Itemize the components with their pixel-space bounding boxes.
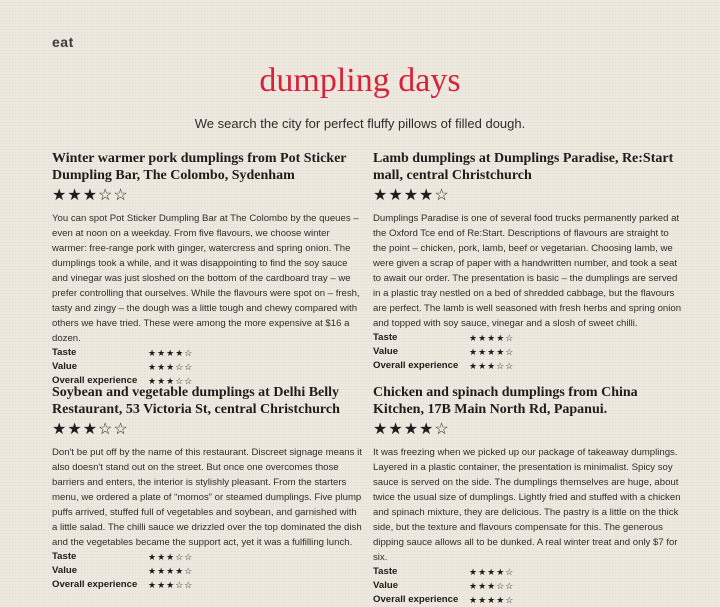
- rating-row-taste: [52, 550, 362, 564]
- review-card: [373, 150, 683, 373]
- rating-label: Value: [52, 361, 78, 372]
- section-label: eat: [52, 34, 74, 50]
- rating-label: Value: [373, 580, 399, 591]
- rating-stars: ★★★★☆: [469, 567, 515, 577]
- rating-row-value: [373, 345, 683, 359]
- rating-row-overall: [373, 359, 683, 373]
- rating-row-value: [373, 579, 683, 593]
- rating-stars: ★★★☆☆: [148, 552, 194, 562]
- rating-row-overall: [373, 593, 683, 607]
- rating-stars: ★★★★☆: [148, 566, 194, 576]
- review-body: It was freezing when we picked up our package of takeaway dumplings. Layered in a plastic container, the presentation is minimalist. Spicy soy sauce is served on the side. The dumplings themselves are huge, about twice the usual size of dumplings. Lightly fried and stuffed with a chicken and spinach mixture, they are delicious. The pastry is a little on the thick side, but the texture and flavours compensate for this. The generous dipping sauce allows all to be dunked. A real winter treat and only $7 for six.: [373, 447, 681, 563]
- review-title: Lamb dumplings at Dumplings Paradise, Re:Start mall, central Christchurch: [373, 151, 674, 183]
- rating-label: Overall experience: [52, 579, 138, 590]
- rating-label: Overall experience: [52, 375, 138, 386]
- rating-label: Overall experience: [373, 594, 459, 605]
- rating-label: Taste: [373, 332, 398, 343]
- rating-stars: ★★★☆☆: [148, 362, 194, 372]
- review-title: Winter warmer pork dumplings from Pot Sticker Dumpling Bar, The Colombo, Sydenham: [52, 151, 347, 183]
- page-title: dumpling days: [259, 62, 461, 99]
- review-body: You can spot Pot Sticker Dumpling Bar at The Colombo by the queues – even at noon on a weekday. From five flavours, we choose winter warmer: free-range pork with ginger, watercress and spring onion. The dumplings took a while, and it was disappointing to find the soy sauce and vinegar was just sloshed on the bottom of the cardboard tray – we prefer controlling that ourselves. While the flavours were spot on – fresh, tasty and zingy – the dough was a little tough and chewy compared with others we have tried. These were among the more expensive at $16 a dozen.: [52, 213, 360, 344]
- rating-stars: ★★★☆☆: [469, 361, 515, 371]
- rating-row-value: [52, 360, 362, 374]
- rating-table: [373, 331, 683, 373]
- rating-stars: ★★★☆☆: [469, 581, 515, 591]
- review-card: [52, 384, 362, 592]
- rating-label: Value: [52, 565, 78, 576]
- rating-stars: ★★★★☆: [148, 348, 194, 358]
- rating-stars: ★★★★☆: [469, 595, 515, 605]
- rating-label: Value: [373, 346, 399, 357]
- rating-row-taste: [373, 565, 683, 579]
- review-title: Soybean and vegetable dumplings at Delhi Belly Restaurant, 53 Victoria St, central Christchurch: [52, 385, 340, 417]
- review-body: Don't be put off by the name of this restaurant. Discreet signage means it also doesn't stand out on the street. But once one overcomes those barriers and enters, the interior is stylishly pleasant. From the starters menu, we ordered a plate of “momos” or steamed dumplings. Five plump puffs arrived, stuffed full of vegetables and soybean, and garnished with a little salad. The chilli sauce we drizzled over the top dominated the dish and the vegetables became the support act, yet it was a fulfilling lunch.: [52, 447, 362, 548]
- review-star-rating: ★★★☆☆: [52, 187, 129, 204]
- rating-stars: ★★★☆☆: [148, 376, 194, 386]
- review-card: [373, 384, 683, 607]
- review-card: [52, 150, 362, 388]
- page-subtitle: We search the city for perfect fluffy pillows of filled dough.: [194, 116, 526, 131]
- rating-stars: ★★★☆☆: [148, 580, 194, 590]
- review-star-rating: ★★★★☆: [373, 421, 450, 438]
- rating-row-value: [52, 564, 362, 578]
- rating-stars: ★★★★☆: [469, 333, 515, 343]
- rating-table: [52, 346, 362, 388]
- rating-label: Taste: [52, 551, 77, 562]
- rating-stars: ★★★★☆: [469, 347, 515, 357]
- review-star-rating: ★★★★☆: [373, 187, 450, 204]
- rating-table: [52, 550, 362, 592]
- rating-label: Taste: [52, 347, 77, 358]
- review-body: Dumplings Paradise is one of several food trucks permanently parked at the Oxford Tce end of Re:Start. Descriptions of flavours are straight to the point – chicken, pork, lamb, beef or vegetarian. Choosing lamb, we were given a scrap of paper with a handwritten number, and took a seat to await our order. The presentation is basic – the dumplings are served in a plastic tray nestled on a bed of shredded cabbage, but the flavours are perfect. The lamb is well seasoned with fresh herbs and spring onion and topped with soy sauce, vinegar and a slosh of sweet chilli.: [373, 213, 682, 329]
- review-title: Chicken and spinach dumplings from China Kitchen, 17B Main North Rd, Papanui.: [373, 385, 638, 417]
- review-star-rating: ★★★☆☆: [52, 421, 129, 438]
- rating-row-taste: [373, 331, 683, 345]
- rating-row-taste: [52, 346, 362, 360]
- rating-label: Taste: [373, 566, 398, 577]
- rating-row-overall: [52, 578, 362, 592]
- rating-table: [373, 565, 683, 607]
- rating-label: Overall experience: [373, 360, 459, 371]
